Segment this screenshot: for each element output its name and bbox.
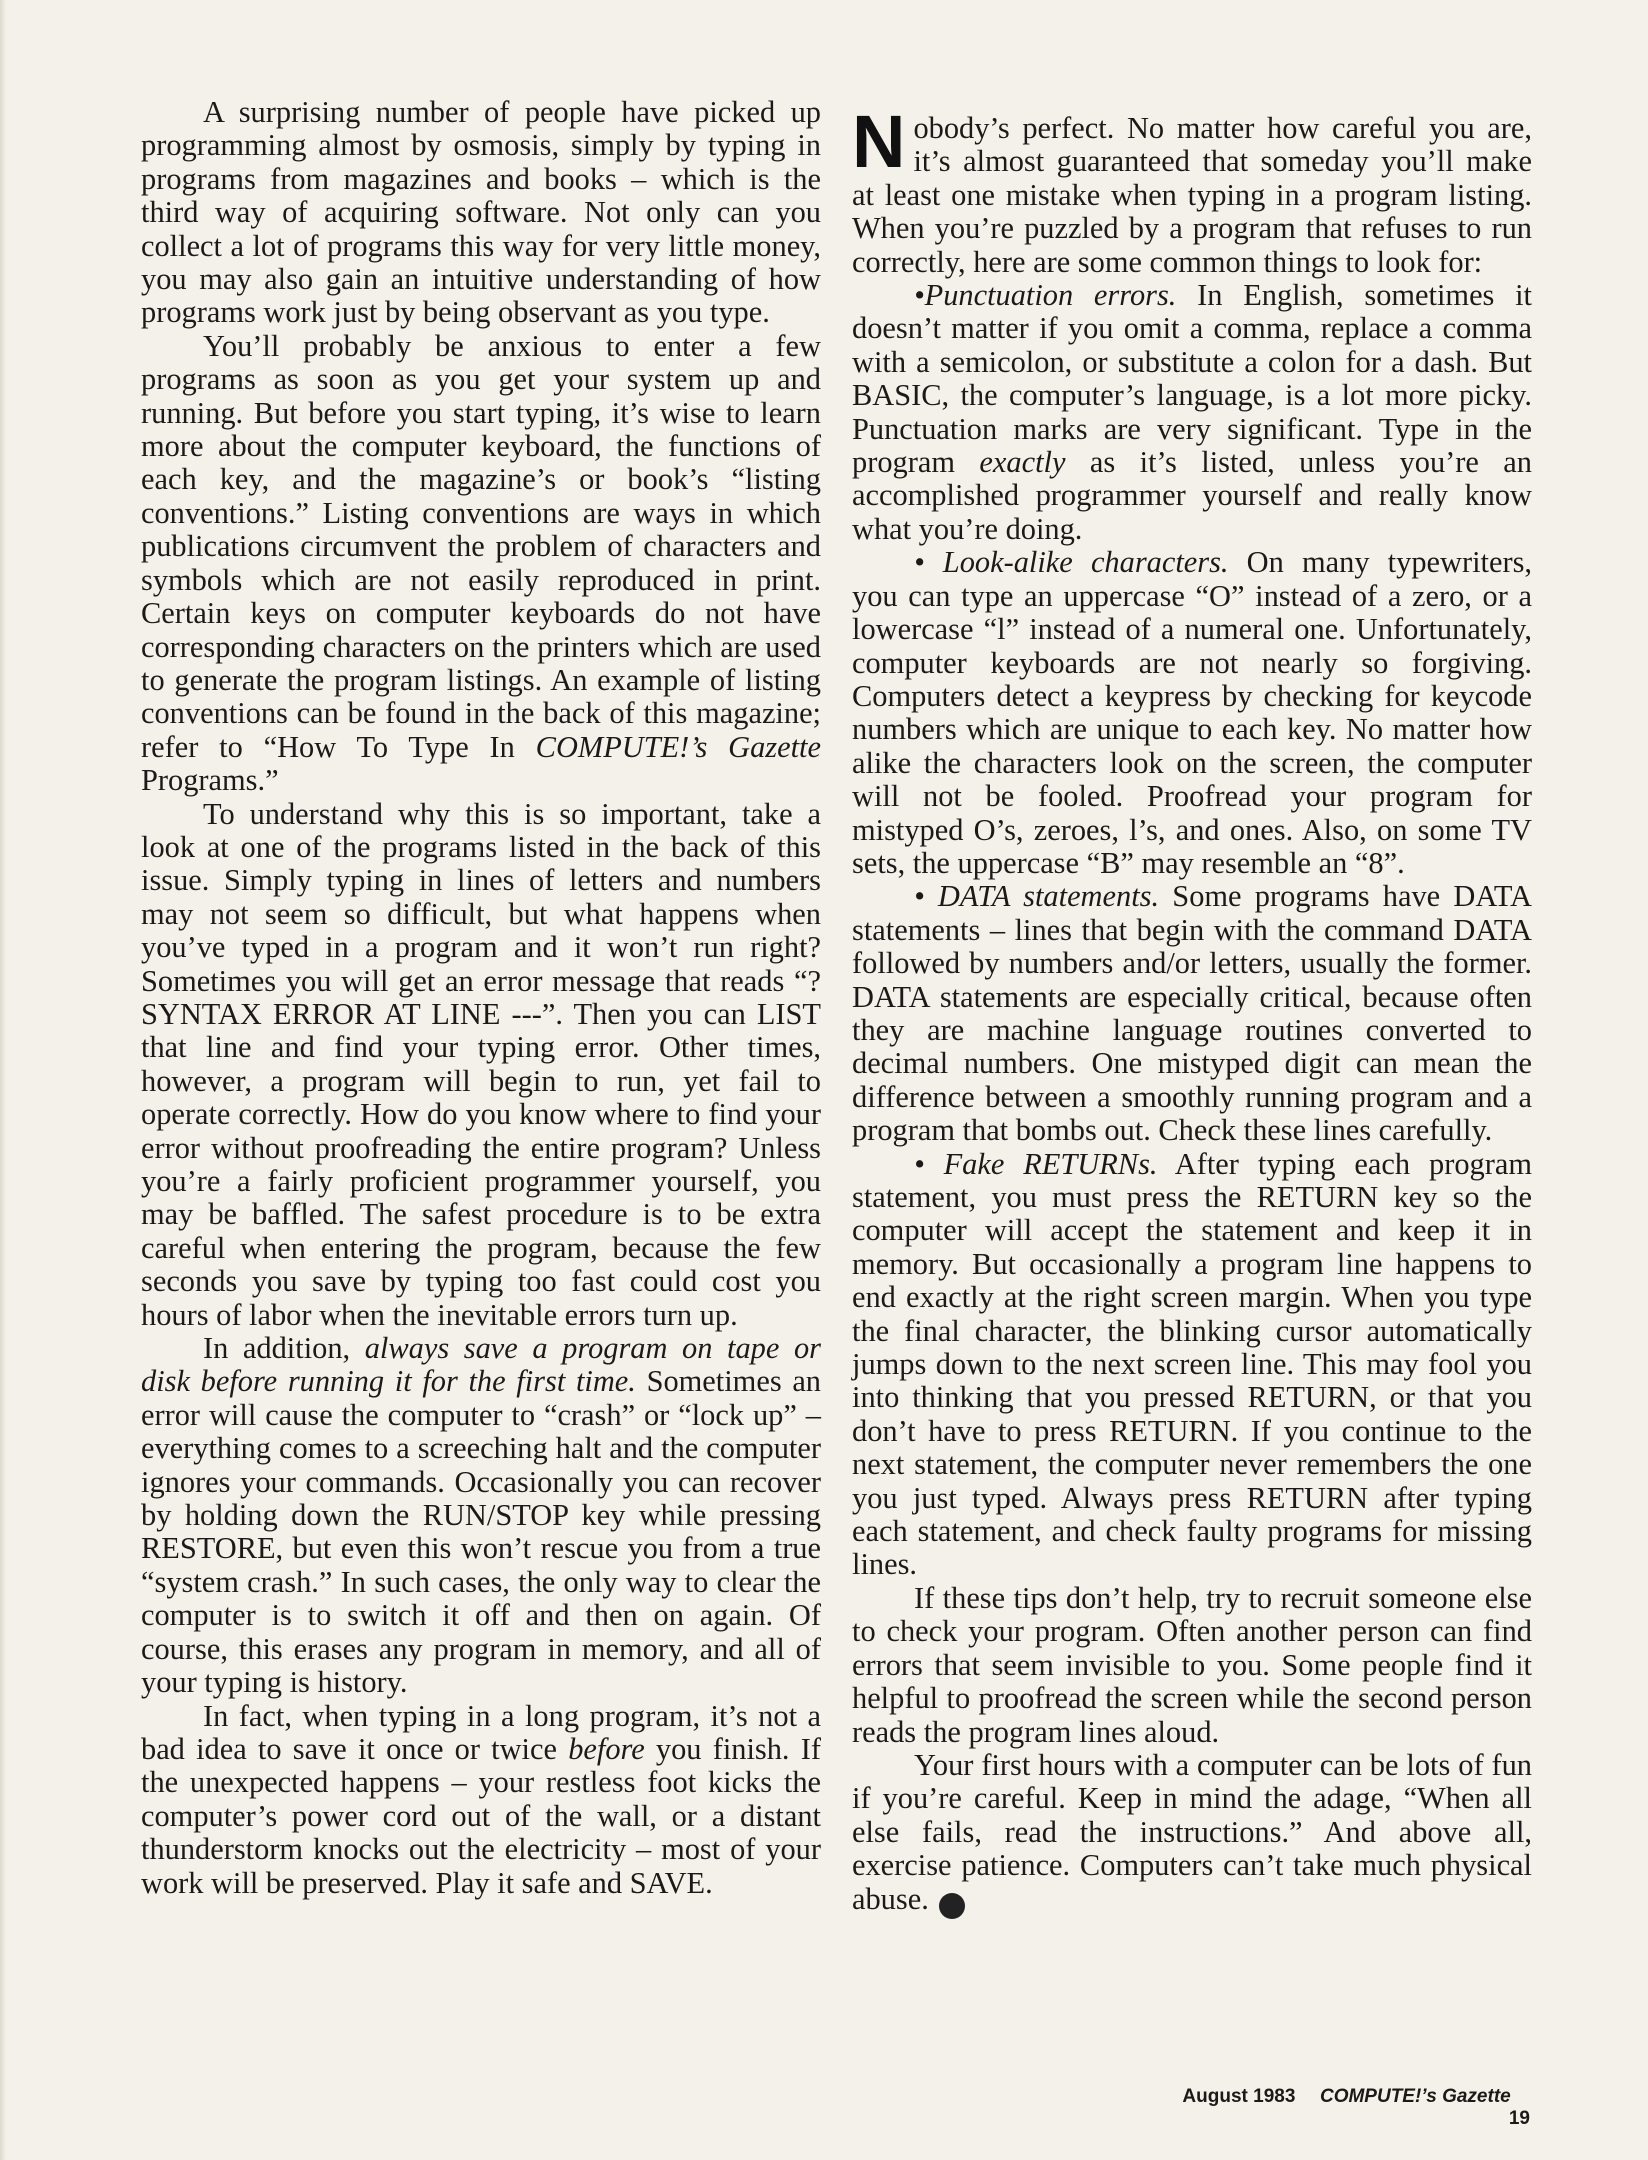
text-run: You’ll probably be anxious to enter a few programs as soon as you get your system up and running. But before you start typing, it’s wise to learn more about the computer keyboard, the functions of each key, and the magazine’s or book’s “listing conventions.” Listing conventions are ways in which publications circumvent the problem of characters and symbols which are not easily reproduced in print. Certain keys on computer keyboards do not have corresponding characters on the printers which are used to generate the program listings. An example of listing conventions can be found in the back of this magazine; refer to “How To Type In [141,328,821,764]
text-run: In English, sometimes it doesn’t matter if you omit a comma, replace a comma with a semicolon, or substitute a colon for a dash. But BASIC, the computer’s language, is a lot more picky. Punctuation marks are very significant. Type in the program [852,278,1533,480]
emphasis-before: before [568,1731,645,1766]
paragraph-why-important: To understand why this is so important, take a look at one of the programs listed in the back of this issue. Simply typing in lines of letters and numbers may not seem so difficult, but what happens when you’ve typed in a program and it won’t run right? Sometimes you will get an error message that reads “?SYNTAX ERROR AT LINE ---”. Then you can LIST that line and find your typing error. Other times, however, a program will begin to run, yet fail to operate correctly. How do you know where to find your error without proofreading the entire program? Unless you’re a fairly proficient programmer yourself, you may be baffled. The safest procedure is to be extra careful when entering the program, because the few seconds you save by typing too fast could cost you hours of labor when the inevitable errors turn up. [141,796,821,1332]
drop-cap: N [852,100,906,183]
bullet-data-statements [852,880,1532,1147]
page-edge [0,0,6,2160]
text-run: Sometimes an error will cause the computer to “crash” or “lock up” – everything comes to a screeching halt and the computer ignores your commands. Occasionally you can recover by holding down the RUN/STOP key while pressing RESTORE, but even this won’t rescue you from a true “system crash.” In such cases, the only way to clear the computer is to switch it off and then on again. Of course, this erases any program in memory, and all of your typing is history. [141,1364,822,1700]
paragraph-nobodys-perfect [852,100,1532,279]
bullet-lead: • DATA statements. [914,879,1160,914]
emphasis-exactly: exactly [979,445,1066,480]
text-run: obody’s perfect. No matter how careful you are, it’s almost guaranteed that someday you’ll make at least one mistake when typing in a program listing. When you’re puzzled by a program that refuses to run correctly, here are some common things to look for: [852,111,1532,279]
magazine-title-italic: COMPUTE!’s Gazette [535,729,821,764]
bullet-fake-returns [852,1148,1532,1582]
paragraph-save-first [141,1332,821,1699]
bullet-lead: •Punctuation errors. [914,278,1177,313]
paragraph-save-often [141,1700,821,1900]
paragraph-recruit-someone: If these tips don’t help, try to recruit someone else to check your program. Often another person can find errors that seem invisible to you. Some people find it helpful to proofread the screen while the second person reads the program lines aloud. [852,1580,1532,1749]
bullet-look-alike-characters [852,546,1532,880]
footer-date: August 1983 [1182,2086,1296,2107]
bullet-lead: • Look-alike characters. [914,545,1229,580]
text-run: On many typewriters, you can type an uppercase “O” instead of a zero, or a lowercase “l” instead of a numeral one. Unfortunately, computer keyboards are not nearly so forgiving. Computers detect a keypress by checking for keycode numbers which are unique to each key. No matter how alike the characters look on the screen, the computer will not be fooled. Proofread your program for mistyped O’s, zeroes, l’s, and ones. Also, on some TV sets, the uppercase “B” may resemble an “8”. [852,545,1532,880]
text-run: Programs.” [141,763,279,798]
footer-magazine: COMPUTE!’s Gazette [1319,2086,1511,2107]
paragraph-first-hours [852,1749,1532,1919]
gazette-end-mark-icon: G [939,1893,965,1919]
bullet-punctuation-errors [852,279,1532,546]
right-column [852,100,1533,1919]
page-number: 19 [1508,2108,1530,2129]
text-run: as it’s listed, unless you’re an accomplished programmer yourself and really know what you’re doing. [852,445,1532,546]
bullet-lead: • Fake RETURNs. [914,1146,1158,1181]
paragraph-osmosis: A surprising number of people have picked up programming almost by osmosis, simply by typing in programs from magazines and books – which is the third way of acquiring software. Not only can you collect a lot of programs this way for very little money, you may also gain an intuitive understanding of how programs work just by being observant as you type. [141,95,821,330]
left-column [141,96,821,1900]
text-run: In addition, [203,1331,365,1366]
text-run: you finish. If the unexpected happens – your restless foot kicks the computer’s power cord out of the wall, or a distant thunderstorm knocks out the electricity – most of your work will be preserved. Play it safe and SAVE. [141,1731,821,1900]
text-run: Some programs have DATA statements – lines that begin with the command DATA followed by numbers and/or letters, usually the former. DATA statements are especially critical, because often they are machine language routines converted to decimal numbers. One mistyped digit can mean the difference between a smoothly running program and a program that bombs out. Check these lines carefully. [852,879,1532,1148]
text-run: In fact, when typing in a long program, it’s not a bad idea to save it once or twice [141,1698,821,1766]
page-footer [1170,2086,1530,2130]
emphasis-save-tip: always save a program on tape or disk before running it for the first time. [141,1331,821,1399]
text-run: After typing each program statement, you must press the RETURN key so the computer will accept the statement and keep it in memory. But occasionally a program line happens to end exactly at the right screen margin. When you type the final character, the blinking cursor automatically jumps down to the next screen line. This may fool you into thinking that you pressed RETURN, or that you don’t have to press RETURN. If you continue to the next statement, the computer never remembers the one you just typed. Always press RETURN after typing each statement, and check faulty programs for missing lines. [852,1146,1532,1582]
text-run: Your first hours with a computer can be lots of fun if you’re careful. Keep in mind the adage, “When all else fails, read the instructions.” And above all, exercise patience. Computers can’t take much physical abuse. [852,1747,1532,1916]
paragraph-listing-conventions [141,330,821,798]
